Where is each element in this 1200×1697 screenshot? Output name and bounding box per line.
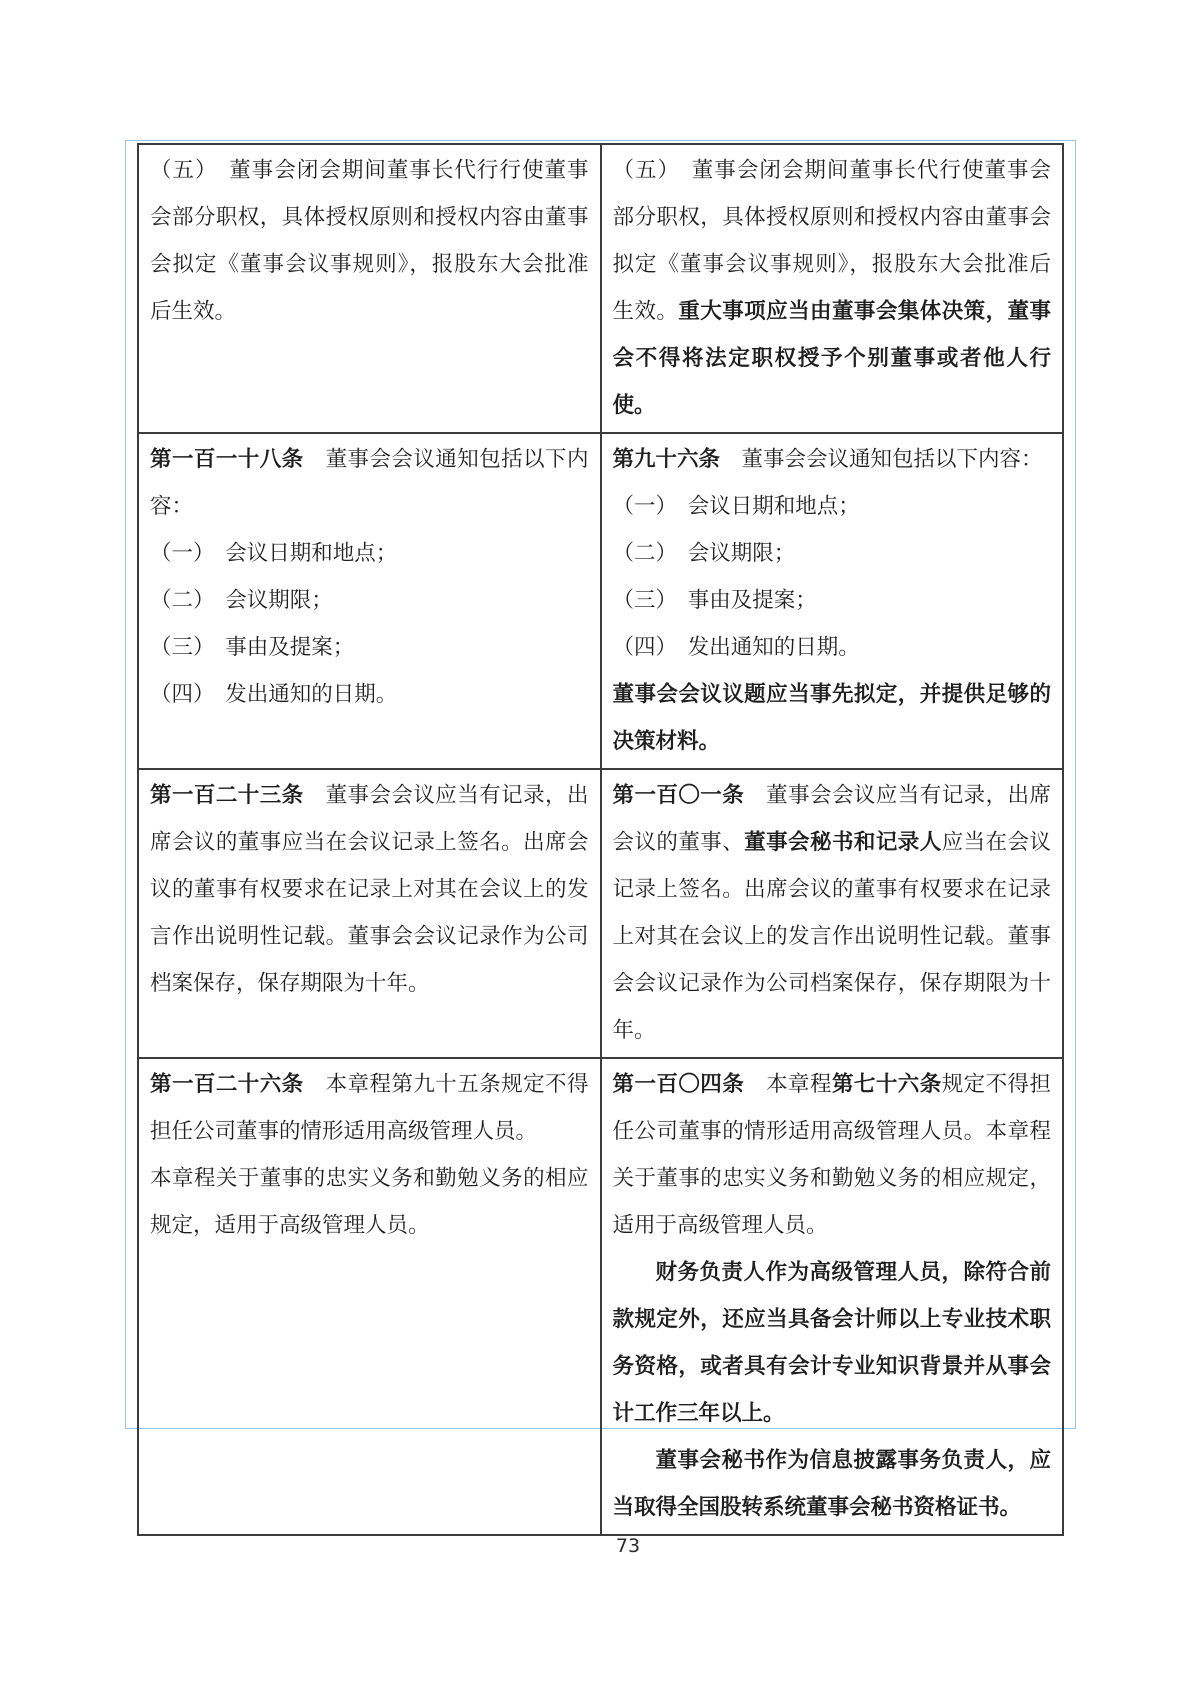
table-row	[138, 769, 1063, 1058]
bold-text-segment: 财务负责人作为高级管理人员，除符合前款规定外，还应当具备会计师以上专业技术职务资格，或者具有会计专业知识背景并从事会计工作三年以上。	[612, 1260, 1051, 1426]
bold-text-segment: 第九十六条	[612, 447, 721, 472]
paragraph	[613, 577, 1052, 624]
paragraph	[613, 1437, 1052, 1531]
text-segment: （五） 董事会闭会期间董事长代行行使董事会部分职权，具体授权原则和授权内容由董事会拟定《董事会议事规则》，报股东大会批准后生效。	[150, 158, 589, 324]
paragraph	[613, 772, 1052, 1054]
bold-text-segment: 董事会秘书作为信息披露事务负责人，应当取得全国股转系统董事会秘书资格证书。	[612, 1448, 1051, 1520]
text-segment: （四） 发出通知的日期。	[612, 635, 860, 660]
text-segment: 规定不得担任公司董事的情形适用高级管理人员。本章程关于董事的忠实义务和勤勉义务的相应规定，适用于高级管理人员。	[612, 1072, 1051, 1238]
paragraph	[613, 1061, 1052, 1249]
paragraph	[150, 530, 589, 577]
text-segment: （一） 会议日期和地点；	[612, 494, 860, 519]
bold-text-segment: 第一百二十六条	[150, 1072, 304, 1097]
paragraph	[150, 1155, 589, 1249]
paragraph	[613, 624, 1052, 671]
revised-clause-cell	[601, 433, 1064, 769]
paragraph	[613, 147, 1052, 429]
text-segment: （二） 会议期限；	[612, 541, 796, 566]
paragraph	[613, 1249, 1052, 1437]
paragraph	[150, 1061, 589, 1155]
revised-clause-cell	[601, 144, 1064, 433]
paragraph	[150, 772, 589, 1007]
original-clause-cell	[138, 1058, 601, 1535]
paragraph	[150, 671, 589, 718]
revised-clause-cell	[601, 769, 1064, 1058]
comparison-table-body	[138, 144, 1063, 1535]
text-segment: 本章程	[744, 1072, 832, 1097]
text-segment: 董事会会议应当有记录，出席会议的董事应当在会议记录上签名。出席会议的董事有权要求在记录上对其在会议上的发言作出说明性记载。董事会会议记录作为公司档案保存，保存期限为十年。	[150, 783, 589, 996]
paragraph	[613, 436, 1052, 483]
paragraph	[150, 436, 589, 530]
text-segment: 董事会会议通知包括以下内容：	[720, 447, 1043, 472]
text-segment: （五） 董事会闭会期间董事长代行使董事会部分职权，具体授权原则和授权内容由董事会拟定《董事会议事规则》，报股东大会批准后生效。	[612, 158, 1051, 324]
text-segment: （三） 事由及提案；	[612, 588, 817, 613]
original-clause-cell	[138, 433, 601, 769]
comparison-table	[137, 143, 1064, 1536]
table-row	[138, 433, 1063, 769]
paragraph	[150, 147, 589, 335]
bold-text-segment: 第一百一十八条	[150, 447, 304, 472]
text-segment: 应当在会议记录上签名。出席会议的董事有权要求在记录上对其在会议上的发言作出说明性记载。董事会会议记录作为公司档案保存，保存期限为十年。	[612, 830, 1051, 1043]
text-segment: （四） 发出通知的日期。	[150, 682, 398, 707]
text-segment: （三） 事由及提案；	[150, 635, 355, 660]
text-segment: 本章程第九十五条规定不得担任公司董事的情形适用高级管理人员。	[150, 1072, 589, 1144]
bold-text-segment: 第七十六条	[831, 1072, 942, 1097]
paragraph	[613, 671, 1052, 765]
text-segment: 本章程关于董事的忠实义务和勤勉义务的相应规定，适用于高级管理人员。	[150, 1166, 589, 1238]
bold-text-segment: 董事会会议议题应当事先拟定，并提供足够的决策材料。	[612, 682, 1051, 754]
page-number: 73	[615, 1535, 641, 1557]
text-segment: 董事会会议应当有记录，出席会议的董事、	[612, 783, 1051, 855]
paragraph	[613, 530, 1052, 577]
bold-text-segment: 董事会秘书和记录人	[744, 830, 942, 855]
paragraph	[150, 577, 589, 624]
bold-text-segment: 重大事项应当由董事会集体决策，董事会不得将法定职权授予个别董事或者他人行使。	[612, 299, 1051, 418]
paragraph	[150, 624, 589, 671]
bold-text-segment: 第一百〇四条	[612, 1072, 745, 1097]
bold-text-segment: 第一百〇一条	[612, 783, 745, 808]
text-segment: （二） 会议期限；	[150, 588, 333, 613]
table-row	[138, 1058, 1063, 1535]
original-clause-cell	[138, 144, 601, 433]
paragraph	[613, 483, 1052, 530]
bold-text-segment: 第一百二十三条	[150, 783, 304, 808]
revised-clause-cell	[601, 1058, 1064, 1535]
text-segment: （一） 会议日期和地点；	[150, 541, 398, 566]
original-clause-cell	[138, 769, 601, 1058]
text-segment: 董事会会议通知包括以下内容：	[150, 447, 589, 519]
table-row	[138, 144, 1063, 433]
